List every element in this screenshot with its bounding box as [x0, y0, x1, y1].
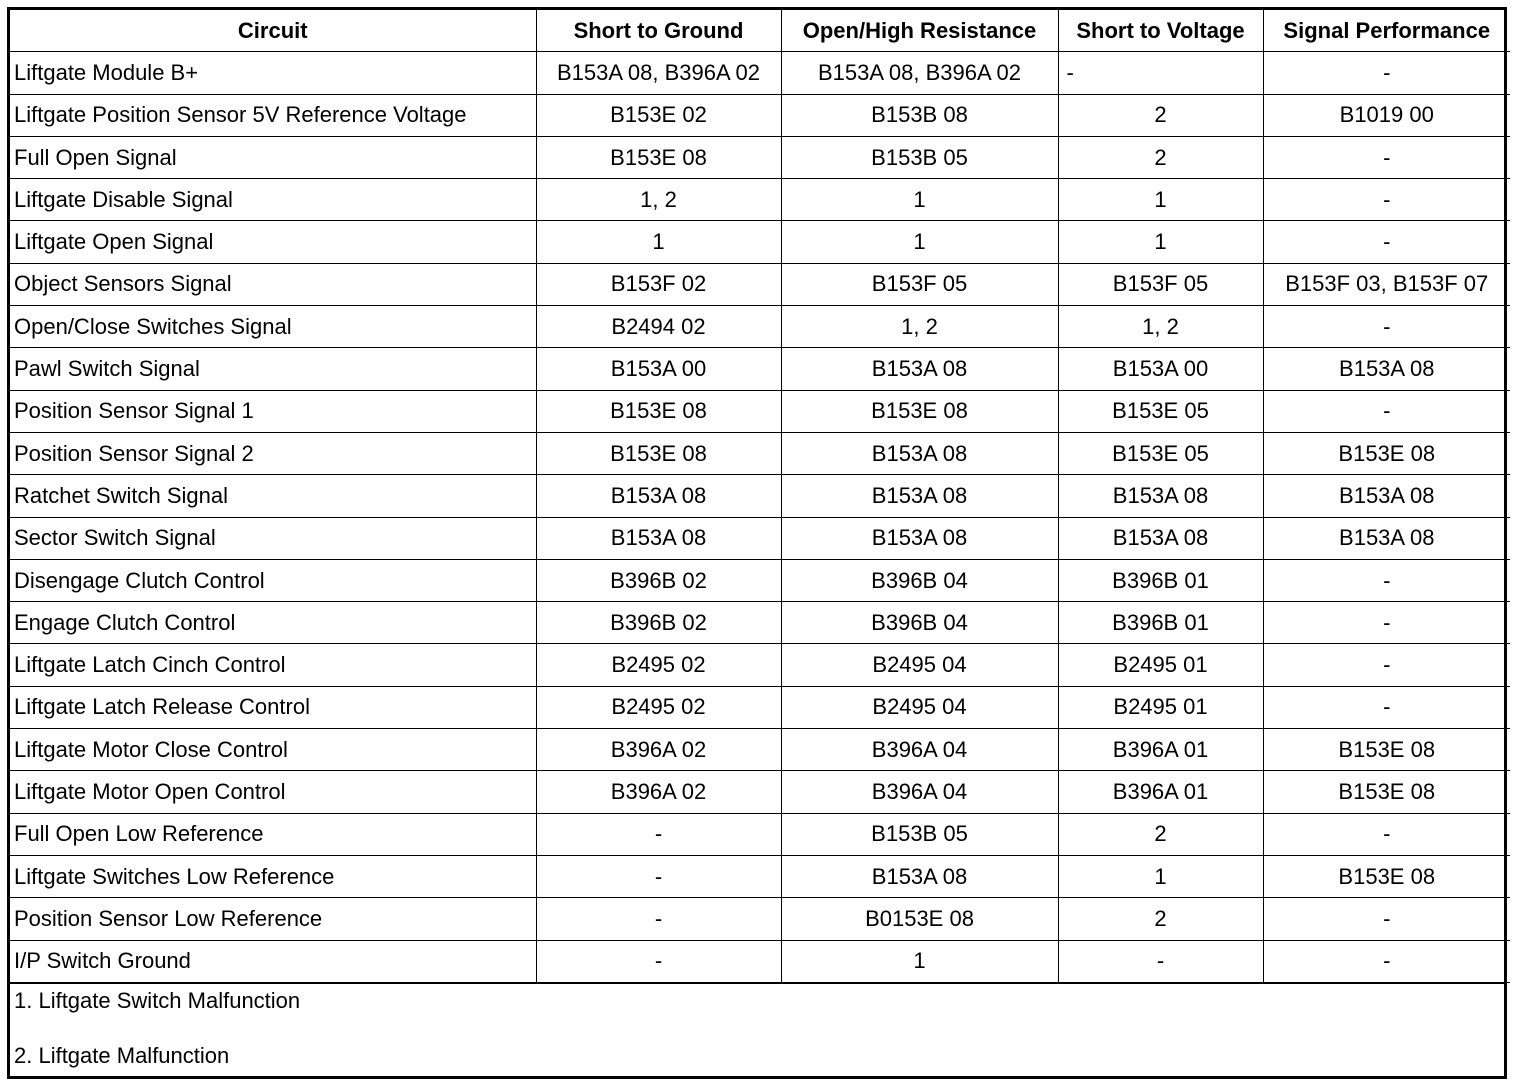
signal-performance-cell: - [1263, 136, 1510, 178]
short-to-voltage-cell: B153E 05 [1058, 432, 1263, 474]
circuit-name-cell: Pawl Switch Signal [10, 348, 536, 390]
short-to-ground-cell: B153E 08 [536, 136, 781, 178]
short-to-ground-cell: B153E 08 [536, 390, 781, 432]
signal-performance-cell: B153F 03, B153F 07 [1263, 263, 1510, 305]
short-to-ground-cell: B396B 02 [536, 559, 781, 601]
open-high-resistance-cell: B396B 04 [781, 559, 1058, 601]
table-row [10, 517, 1510, 559]
short-to-voltage-cell: 2 [1058, 898, 1263, 940]
short-to-voltage-cell: B2495 01 [1058, 644, 1263, 686]
short-to-voltage-cell: 2 [1058, 94, 1263, 136]
circuit-name-cell: Liftgate Disable Signal [10, 179, 536, 221]
short-to-ground-cell: B396A 02 [536, 729, 781, 771]
circuit-dtc-table-frame [7, 7, 1507, 1079]
note-item: 1. Liftgate Switch Malfunction [14, 987, 301, 1013]
short-to-voltage-cell: B2495 01 [1058, 686, 1263, 728]
short-to-voltage-cell: - [1058, 940, 1263, 982]
short-to-voltage-cell: B153F 05 [1058, 263, 1263, 305]
short-to-ground-cell: - [536, 813, 781, 855]
open-high-resistance-cell: 1 [781, 221, 1058, 263]
open-high-resistance-cell: B396A 04 [781, 771, 1058, 813]
short-to-voltage-cell: 1, 2 [1058, 306, 1263, 348]
table-row [10, 559, 1510, 601]
open-high-resistance-cell: B153A 08 [781, 432, 1058, 474]
circuit-name-cell: Object Sensors Signal [10, 263, 536, 305]
table-row [10, 686, 1510, 728]
circuit-name-cell: Engage Clutch Control [10, 602, 536, 644]
open-high-resistance-cell: 1, 2 [781, 306, 1058, 348]
open-high-resistance-cell: B153F 05 [781, 263, 1058, 305]
signal-performance-cell: B153A 08 [1263, 348, 1510, 390]
signal-performance-cell: - [1263, 52, 1510, 94]
short-to-voltage-cell: 1 [1058, 855, 1263, 897]
table-row [10, 306, 1510, 348]
circuit-name-cell: Liftgate Position Sensor 5V Reference Voltage [10, 94, 536, 136]
signal-performance-cell: - [1263, 644, 1510, 686]
short-to-ground-cell: 1 [536, 221, 781, 263]
open-high-resistance-cell: B153E 08 [781, 390, 1058, 432]
open-high-resistance-cell: B153A 08 [781, 348, 1058, 390]
circuit-name-cell: Sector Switch Signal [10, 517, 536, 559]
short-to-ground-cell: B153A 00 [536, 348, 781, 390]
open-high-resistance-cell: B2495 04 [781, 686, 1058, 728]
short-to-ground-cell: - [536, 898, 781, 940]
open-high-resistance-cell: B396B 04 [781, 602, 1058, 644]
signal-performance-cell: - [1263, 306, 1510, 348]
circuit-dtc-table [10, 10, 1510, 983]
open-high-resistance-cell: B396A 04 [781, 729, 1058, 771]
signal-performance-cell: - [1263, 686, 1510, 728]
signal-performance-cell: - [1263, 559, 1510, 601]
table-row [10, 136, 1510, 178]
short-to-voltage-cell: B396B 01 [1058, 559, 1263, 601]
short-to-ground-cell: - [536, 940, 781, 982]
circuit-name-cell: Open/Close Switches Signal [10, 306, 536, 348]
signal-performance-cell: B153E 08 [1263, 855, 1510, 897]
open-high-resistance-cell: B0153E 08 [781, 898, 1058, 940]
short-to-voltage-cell: - [1058, 52, 1263, 94]
header-short-to-ground: Short to Ground [536, 10, 781, 52]
short-to-ground-cell: B153E 08 [536, 432, 781, 474]
signal-performance-cell: B153E 08 [1263, 432, 1510, 474]
short-to-voltage-cell: B396A 01 [1058, 729, 1263, 771]
circuit-name-cell: Liftgate Latch Release Control [10, 686, 536, 728]
signal-performance-cell: - [1263, 179, 1510, 221]
header-short-to-voltage: Short to Voltage [1058, 10, 1263, 52]
header-row [10, 10, 1510, 52]
table-row [10, 432, 1510, 474]
table-row [10, 52, 1510, 94]
short-to-voltage-cell: B396B 01 [1058, 602, 1263, 644]
circuit-name-cell: Liftgate Motor Open Control [10, 771, 536, 813]
short-to-ground-cell: B153A 08, B396A 02 [536, 52, 781, 94]
circuit-name-cell: Liftgate Open Signal [10, 221, 536, 263]
short-to-voltage-cell: B396A 01 [1058, 771, 1263, 813]
table-row [10, 602, 1510, 644]
signal-performance-cell: - [1263, 898, 1510, 940]
open-high-resistance-cell: B153A 08 [781, 855, 1058, 897]
open-high-resistance-cell: B153B 08 [781, 94, 1058, 136]
table-row [10, 898, 1510, 940]
circuit-name-cell: Position Sensor Signal 1 [10, 390, 536, 432]
short-to-ground-cell: B396A 02 [536, 771, 781, 813]
table-row [10, 94, 1510, 136]
signal-performance-cell: - [1263, 221, 1510, 263]
table-row [10, 179, 1510, 221]
short-to-voltage-cell: B153A 08 [1058, 475, 1263, 517]
table-row [10, 940, 1510, 982]
open-high-resistance-cell: B2495 04 [781, 644, 1058, 686]
signal-performance-cell: B1019 00 [1263, 94, 1510, 136]
circuit-name-cell: Liftgate Switches Low Reference [10, 855, 536, 897]
signal-performance-cell: - [1263, 602, 1510, 644]
table-row [10, 263, 1510, 305]
table-row [10, 475, 1510, 517]
table-row [10, 348, 1510, 390]
table-notes [10, 983, 1504, 1076]
circuit-name-cell: Position Sensor Signal 2 [10, 432, 536, 474]
short-to-ground-cell: B153A 08 [536, 517, 781, 559]
circuit-name-cell: Liftgate Motor Close Control [10, 729, 536, 771]
short-to-voltage-cell: 2 [1058, 136, 1263, 178]
short-to-ground-cell: B153E 02 [536, 94, 781, 136]
short-to-ground-cell: B153A 08 [536, 475, 781, 517]
table-row [10, 644, 1510, 686]
table-row [10, 771, 1510, 813]
open-high-resistance-cell: 1 [781, 179, 1058, 221]
short-to-voltage-cell: B153A 00 [1058, 348, 1263, 390]
circuit-name-cell: Liftgate Module B+ [10, 52, 536, 94]
short-to-voltage-cell: B153A 08 [1058, 517, 1263, 559]
signal-performance-cell: B153A 08 [1263, 475, 1510, 517]
note-item: 2. Liftgate Malfunction [14, 1042, 230, 1068]
header-open-high-resistance: Open/High Resistance [781, 10, 1058, 52]
signal-performance-cell: - [1263, 813, 1510, 855]
circuit-name-cell: I/P Switch Ground [10, 940, 536, 982]
open-high-resistance-cell: 1 [781, 940, 1058, 982]
signal-performance-cell: - [1263, 390, 1510, 432]
open-high-resistance-cell: B153A 08 [781, 475, 1058, 517]
short-to-voltage-cell: B153E 05 [1058, 390, 1263, 432]
short-to-ground-cell: B153F 02 [536, 263, 781, 305]
short-to-ground-cell: 1, 2 [536, 179, 781, 221]
header-signal-performance: Signal Performance [1263, 10, 1510, 52]
table-row [10, 221, 1510, 263]
open-high-resistance-cell: B153A 08, B396A 02 [781, 52, 1058, 94]
circuit-name-cell: Disengage Clutch Control [10, 559, 536, 601]
header-circuit: Circuit [10, 10, 536, 52]
table-row [10, 729, 1510, 771]
table-row [10, 855, 1510, 897]
signal-performance-cell: B153A 08 [1263, 517, 1510, 559]
short-to-voltage-cell: 1 [1058, 179, 1263, 221]
circuit-name-cell: Ratchet Switch Signal [10, 475, 536, 517]
signal-performance-cell: B153E 08 [1263, 729, 1510, 771]
short-to-ground-cell: B2494 02 [536, 306, 781, 348]
short-to-ground-cell: B396B 02 [536, 602, 781, 644]
short-to-voltage-cell: 2 [1058, 813, 1263, 855]
open-high-resistance-cell: B153B 05 [781, 136, 1058, 178]
short-to-ground-cell: B2495 02 [536, 644, 781, 686]
open-high-resistance-cell: B153B 05 [781, 813, 1058, 855]
signal-performance-cell: - [1263, 940, 1510, 982]
short-to-ground-cell: B2495 02 [536, 686, 781, 728]
open-high-resistance-cell: B153A 08 [781, 517, 1058, 559]
signal-performance-cell: B153E 08 [1263, 771, 1510, 813]
circuit-name-cell: Full Open Low Reference [10, 813, 536, 855]
short-to-ground-cell: - [536, 855, 781, 897]
circuit-name-cell: Full Open Signal [10, 136, 536, 178]
table-row [10, 813, 1510, 855]
circuit-name-cell: Position Sensor Low Reference [10, 898, 536, 940]
short-to-voltage-cell: 1 [1058, 221, 1263, 263]
circuit-name-cell: Liftgate Latch Cinch Control [10, 644, 536, 686]
table-row [10, 390, 1510, 432]
